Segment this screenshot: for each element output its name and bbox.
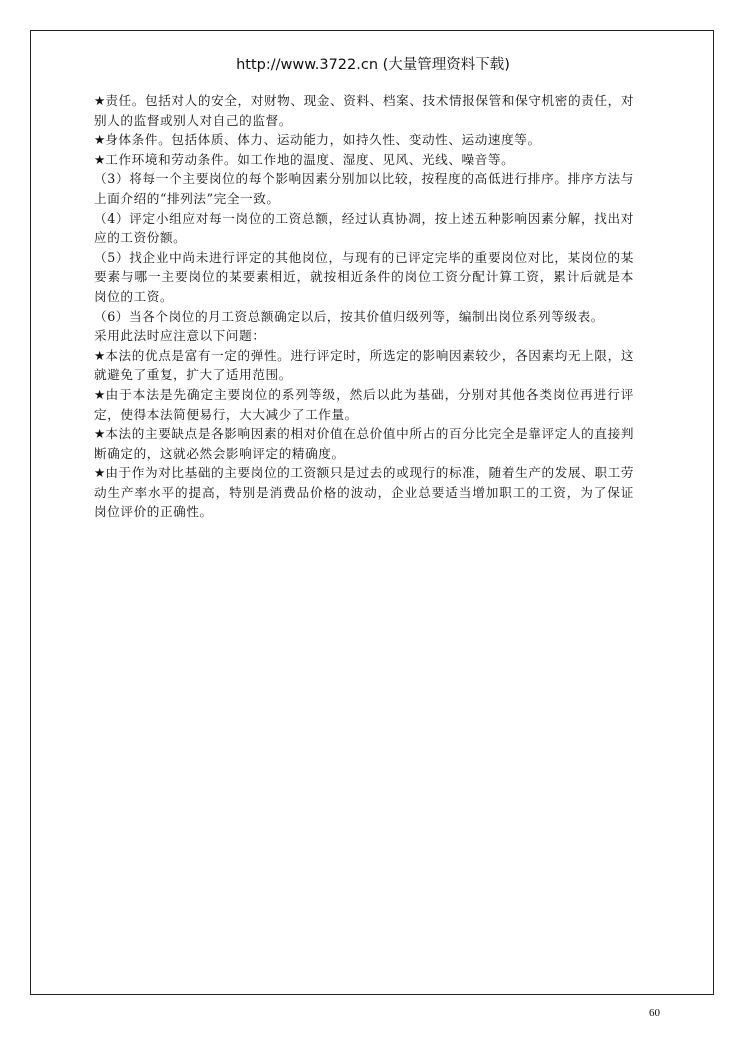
paragraph-text: （3）将每一个主要岗位的每个影响因素分别加以比较，按程度的高低进行排序。排序方法与上面介绍的“排列法”完全一致。 (94, 171, 634, 206)
paragraph-step-3 (94, 169, 634, 208)
paragraph-text: 由于本法是先确定主要岗位的系列等级，然后以此为基础，分别对其他各类岗位再进行评定，使得本法简便易行，大大减少了工作量。 (94, 386, 634, 422)
paragraph-text: 身体条件。包括体质、体力、运动能力，如持久性、变动性、运动速度等。 (105, 132, 541, 148)
paragraph-wage-adjustment (94, 463, 634, 522)
star-bullet: ★ (94, 347, 106, 363)
star-bullet: ★ (94, 93, 106, 108)
paragraph-text: 由于作为对比基础的主要岗位的工资额只是过去的或现行的标准，随着生产的发展、职工劳动生产率水平的提高，特别是消费品价格的波动，企业总要适当增加职工的工资，为了保证岗位评价的正确性。 (94, 465, 635, 520)
star-bullet: ★ (94, 426, 106, 442)
paragraph-text: （4）评定小组应对每一岗位的工资总额，经过认真协凋，按上述五种影响因素分解，找出对应的工资份额。 (94, 210, 634, 246)
star-bullet: ★ (94, 465, 106, 481)
paragraph-text: 责任。包括对人的安全，对财物、现金、资料、档案、技术情报保管和保守机密的责任，对别人的监督或别人对自己的监督。 (94, 93, 635, 128)
paragraph-responsibility (94, 91, 634, 130)
paragraph-step-6 (94, 307, 634, 327)
paragraph-work-environment (94, 150, 634, 170)
paragraph-text: 本法的优点是富有一定的弹性。进行评定时，所选定的影响因素较少，各因素均无上限，这就避免了重复，扩大了适用范围。 (94, 347, 635, 383)
paragraph-disadvantage (94, 424, 634, 463)
paragraph-text: （6）当各个岗位的月工资总额确定以后，按其价值归级列等，编制出岗位系列等级表。 (94, 308, 604, 324)
paragraph-text: 工作环境和劳动条件。如工作地的温度、湿度、见风、光线、噪音等。 (105, 151, 515, 167)
paragraph-text: （5）找企业中尚未进行评定的其他岗位，与现有的已评定完毕的重要岗位对比，某岗位的某要素与哪一主要岗位的某要素相近，就按相近条件的岗位工资分配计算工资，累计后就是本岗位的工资。 (94, 249, 634, 304)
paragraph-advantage (94, 346, 634, 385)
paragraph-physical-condition (94, 130, 634, 150)
paragraph-text: 本法的主要缺点是各影响因素的相对价值在总价值中所占的百分比完全是靠评定人的直接判断确定的，这就必然会影响评定的精确度。 (94, 426, 635, 461)
star-bullet: ★ (94, 386, 106, 402)
header-url: http://www.3722.cn (大量管理资料下载) (236, 57, 510, 73)
page-number: 60 (649, 1007, 660, 1019)
star-bullet: ★ (94, 151, 106, 167)
paragraph-simplicity (94, 385, 634, 424)
body-text (94, 91, 634, 522)
paragraph-step-4 (94, 209, 634, 248)
paragraph-text: 采用此法时应注意以下问题： (94, 328, 266, 344)
star-bullet: ★ (94, 132, 106, 148)
paragraph-notes-intro (94, 326, 634, 346)
paragraph-step-5 (94, 248, 634, 307)
